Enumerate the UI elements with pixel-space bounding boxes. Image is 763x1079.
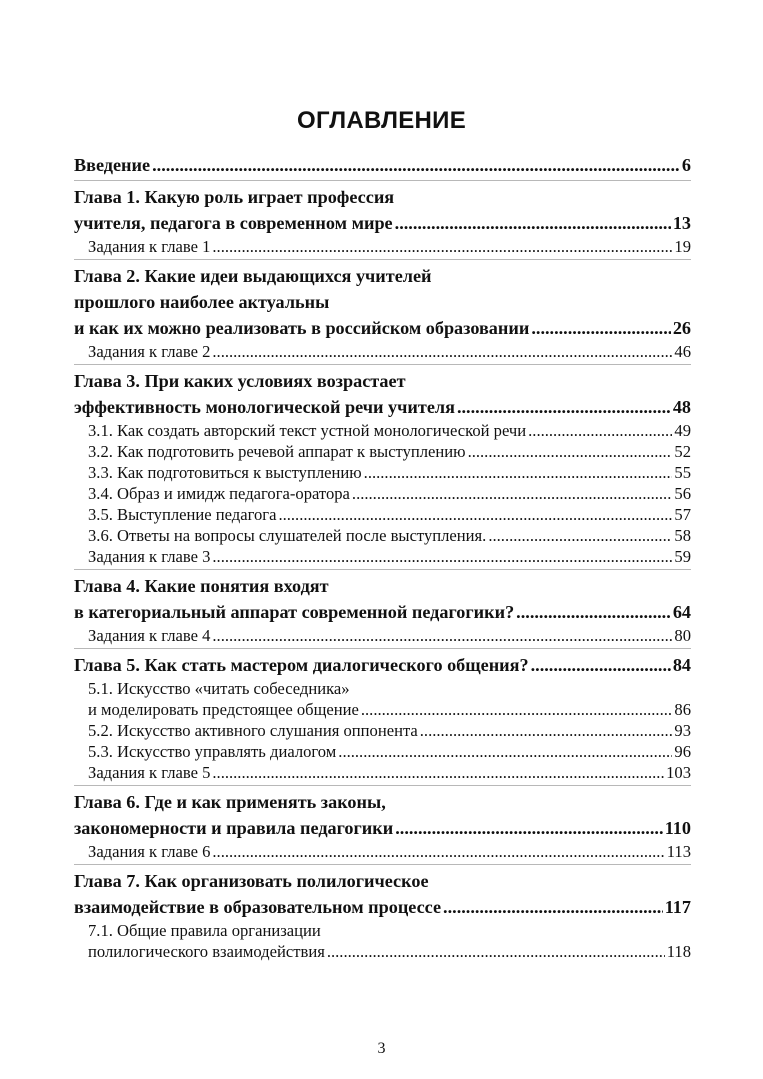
- toc-entry-tasks-3[interactable]: [74, 546, 691, 567]
- toc-page-number: 59: [674, 547, 691, 566]
- toc-page-number: 52: [674, 442, 691, 461]
- toc-chapter-title-line: Глава 4. Какие понятия входят: [74, 576, 329, 596]
- divider: [74, 785, 691, 786]
- toc-entry-label: 3.2. Как подготовить речевой аппарат к выступлению: [88, 442, 466, 461]
- toc-chapter-7[interactable]: [74, 868, 691, 920]
- toc-page-number: 84: [672, 655, 691, 675]
- leader-dots: [212, 625, 672, 646]
- toc-page-number: 13: [672, 213, 691, 233]
- toc-entry-intro[interactable]: [74, 152, 691, 178]
- toc-chapter-title-line: прошлого наиболее актуальны: [74, 292, 330, 312]
- toc-section-5-2[interactable]: [74, 720, 691, 741]
- toc-entry-label: полилогического взаимодействия: [88, 942, 325, 961]
- leader-dots: [420, 720, 673, 741]
- toc-chapter-title-line: учителя, педагога в современном мире: [74, 213, 393, 233]
- toc-chapter-6[interactable]: [74, 789, 691, 841]
- toc-page-number: 57: [674, 505, 691, 524]
- leader-dots: [364, 462, 673, 483]
- toc-entry-label: Задания к главе 2: [88, 342, 211, 361]
- toc-entry-label: 3.6. Ответы на вопросы слушателей после выступления.: [88, 526, 487, 545]
- divider: [74, 259, 691, 260]
- leader-dots: [352, 483, 672, 504]
- toc-chapter-title-line: эффективность монологической речи учителя: [74, 397, 455, 417]
- toc-page-number: 6: [681, 155, 691, 175]
- toc-chapter-title-line: Глава 2. Какие идеи выдающихся учителей: [74, 266, 432, 286]
- divider: [74, 364, 691, 365]
- toc-page-number: 55: [674, 463, 691, 482]
- page-number: 3: [377, 1040, 386, 1057]
- toc-chapter-title-line: Глава 1. Какую роль играет профессия: [74, 187, 395, 207]
- leader-dots: [516, 599, 671, 625]
- toc-page-number: 46: [674, 342, 691, 361]
- toc-section-3-1[interactable]: [74, 420, 691, 441]
- leader-dots: [488, 525, 672, 546]
- toc-entry-label: и моделировать предстоящее общение: [88, 700, 359, 719]
- toc-entry-tasks-5[interactable]: [74, 762, 691, 783]
- leader-dots: [212, 546, 672, 567]
- toc-chapter-5[interactable]: [74, 652, 691, 678]
- toc-chapter-title-line: взаимодействие в образовательном процессе: [74, 897, 442, 917]
- toc-chapter-4[interactable]: [74, 573, 691, 625]
- toc-chapter-3[interactable]: [74, 368, 691, 420]
- toc-entry-label: 5.3. Искусство управлять диалогом: [88, 742, 337, 761]
- leader-dots: [327, 941, 665, 962]
- toc-page-number: 103: [666, 763, 691, 782]
- leader-dots: [278, 504, 672, 525]
- toc-entry-label: 5.1. Искусство «читать собеседника»: [88, 679, 350, 698]
- toc-section-3-5[interactable]: [74, 504, 691, 525]
- toc-page-number: 64: [672, 602, 691, 622]
- toc-entry-tasks-1[interactable]: [74, 236, 691, 257]
- toc-entry-label: Задания к главе 4: [88, 626, 211, 645]
- toc-entry-label: 3.5. Выступление педагога: [88, 505, 277, 524]
- toc-chapter-title-line: и как их можно реализовать в российском образовании: [74, 318, 530, 338]
- leader-dots: [531, 652, 671, 678]
- leader-dots: [395, 210, 671, 236]
- toc-page-number: 118: [666, 942, 691, 961]
- toc-entry-label: 7.1. Общие правила организации: [88, 921, 321, 940]
- divider: [74, 180, 691, 181]
- toc-section-3-6[interactable]: [74, 525, 691, 546]
- toc-chapter-title-line: Глава 7. Как организовать полилогическое: [74, 871, 429, 891]
- toc-page-number: 117: [664, 897, 691, 917]
- toc-entry-label: Задания к главе 5: [88, 763, 211, 782]
- toc-section-3-3[interactable]: [74, 462, 691, 483]
- toc-page-number: 110: [664, 818, 691, 838]
- toc-chapter-title-line: закономерности и правила педагогики: [74, 818, 394, 838]
- toc-entry-label: Задания к главе 3: [88, 547, 211, 566]
- leader-dots: [528, 420, 672, 441]
- toc-chapter-title-line: Глава 6. Где и как применять законы,: [74, 792, 386, 812]
- leader-dots: [212, 762, 664, 783]
- toc-chapter-title-line: в категориальный аппарат современной педагогики?: [74, 602, 515, 622]
- toc-page-number: 26: [672, 318, 691, 338]
- toc-page-number: 56: [674, 484, 691, 503]
- toc-section-3-2[interactable]: [74, 441, 691, 462]
- toc-entry-tasks-4[interactable]: [74, 625, 691, 646]
- toc-section-7-1[interactable]: [74, 920, 691, 962]
- divider: [74, 864, 691, 865]
- leader-dots: [443, 894, 663, 920]
- leader-dots: [338, 741, 672, 762]
- table-of-contents: [74, 152, 691, 962]
- toc-page-number: 93: [674, 721, 691, 740]
- page-title: ОГЛАВЛЕНИЕ: [296, 107, 467, 134]
- toc-page-number: 86: [674, 700, 691, 719]
- divider: [74, 569, 691, 570]
- leader-dots: [212, 236, 672, 257]
- toc-page-number: 58: [674, 526, 691, 545]
- divider: [74, 648, 691, 649]
- toc-page-number: 113: [666, 842, 691, 861]
- leader-dots: [531, 315, 670, 341]
- toc-page-number: 49: [674, 421, 691, 440]
- leader-dots: [395, 815, 663, 841]
- leader-dots: [212, 841, 664, 862]
- toc-entry-tasks-6[interactable]: [74, 841, 691, 862]
- leader-dots: [457, 394, 671, 420]
- toc-entry-label: Задания к главе 1: [88, 237, 211, 256]
- toc-entry-tasks-2[interactable]: [74, 341, 691, 362]
- toc-section-5-1[interactable]: [74, 678, 691, 720]
- toc-page-number: 96: [674, 742, 691, 761]
- toc-entry-label: 3.4. Образ и имидж педагога-оратора: [88, 484, 350, 503]
- leader-dots: [152, 152, 680, 178]
- toc-chapter-title-line: Глава 3. При каких условиях возрастает: [74, 371, 406, 391]
- toc-entry-label: Задания к главе 6: [88, 842, 211, 861]
- leader-dots: [212, 341, 672, 362]
- toc-entry-label: Введение: [74, 155, 151, 175]
- toc-chapter-1[interactable]: [74, 184, 691, 236]
- toc-entry-label: 5.2. Искусство активного слушания оппонента: [88, 721, 418, 740]
- leader-dots: [361, 699, 673, 720]
- toc-section-5-3[interactable]: [74, 741, 691, 762]
- toc-section-3-4[interactable]: [74, 483, 691, 504]
- toc-entry-label: 3.1. Как создать авторский текст устной монологической речи: [88, 421, 527, 440]
- toc-entry-label: 3.3. Как подготовиться к выступлению: [88, 463, 362, 482]
- toc-chapter-2[interactable]: [74, 263, 691, 341]
- leader-dots: [468, 441, 673, 462]
- toc-page-number: 48: [672, 397, 691, 417]
- toc-page-number: 19: [674, 237, 691, 256]
- toc-page-number: 80: [674, 626, 691, 645]
- toc-chapter-title-line: Глава 5. Как стать мастером диалогического общения?: [74, 655, 529, 675]
